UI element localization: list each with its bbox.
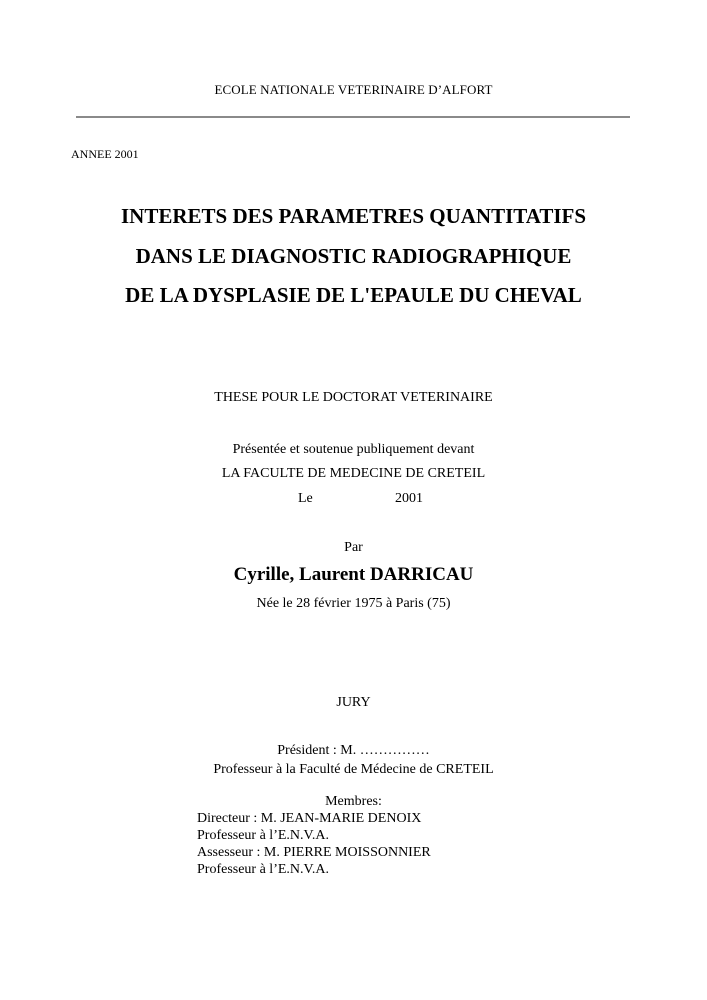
jury-member-director-role: Professeur à l’E.N.V.A.: [197, 828, 329, 843]
presentation-statement: Présentée et soutenue publiquement devant: [232, 442, 475, 457]
faculty-name: LA FACULTE DE MEDECINE DE CRETEIL: [221, 466, 486, 481]
academic-year: ANNEE 2001: [71, 147, 139, 161]
author-birth-info: Née le 28 février 1975 à Paris (75): [256, 596, 451, 611]
defense-date-year: 2001: [395, 491, 423, 506]
school-name: ECOLE NATIONALE VETERINAIRE D’ALFORT: [214, 82, 493, 97]
thesis-title-line-1: INTERETS DES PARAMETRES QUANTITATIFS: [120, 204, 586, 228]
jury-member-assessor: Assesseur : M. PIERRE MOISSONNIER: [197, 845, 431, 860]
author-name: Cyrille, Laurent DARRICAU: [233, 564, 474, 585]
jury-heading: JURY: [336, 695, 371, 710]
thesis-type: THESE POUR LE DOCTORAT VETERINAIRE: [214, 390, 493, 405]
jury-members-list: [197, 810, 431, 878]
thesis-title-line-3: DE LA DYSPLASIE DE L'EPAULE DU CHEVAL: [125, 283, 582, 307]
author-by-label: Par: [344, 540, 363, 555]
header-divider: [76, 116, 630, 118]
defense-date: [0, 491, 707, 509]
jury-president-role: Professeur à la Faculté de Médecine de CRETEIL: [213, 762, 494, 777]
thesis-title-line-2: DANS LE DIAGNOSTIC RADIOGRAPHIQUE: [135, 244, 572, 268]
defense-date-prefix: Le: [298, 491, 313, 506]
jury-members-heading: Membres:: [325, 794, 382, 809]
jury-member-assessor-role: Professeur à l’E.N.V.A.: [197, 862, 329, 877]
jury-member-director: Directeur : M. JEAN-MARIE DENOIX: [197, 811, 422, 826]
jury-president: Président : M. ……………: [277, 743, 430, 758]
